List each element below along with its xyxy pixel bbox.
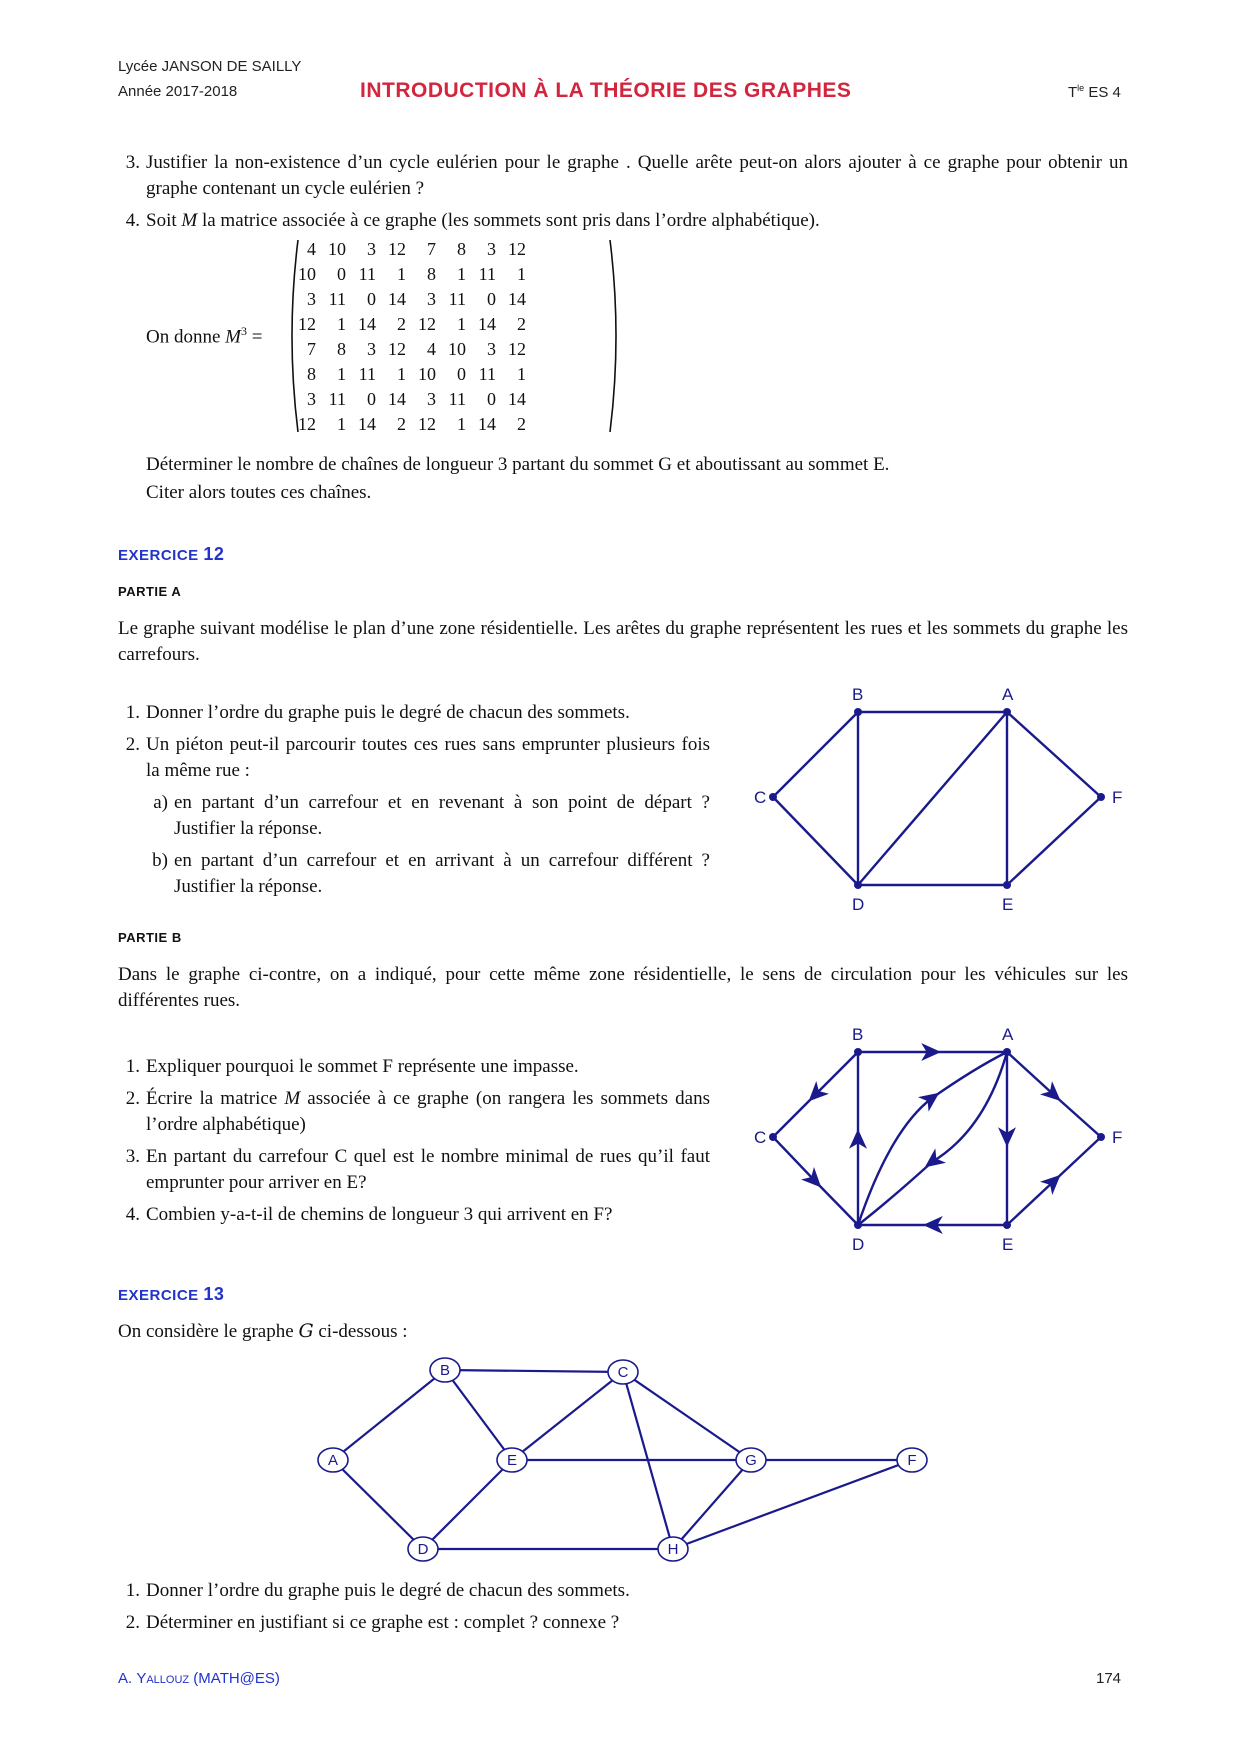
label-d: D bbox=[852, 895, 865, 914]
class-label: $T^{le}$ ES 4 bbox=[1068, 83, 1121, 101]
label-c: C bbox=[754, 1128, 767, 1147]
label-a: A bbox=[1002, 1025, 1014, 1044]
matrix-label: On donne $M^3$ = bbox=[146, 324, 263, 348]
matrix-cell: 2 bbox=[517, 414, 526, 434]
matrix-row bbox=[292, 387, 532, 412]
matrix-row bbox=[292, 412, 532, 437]
edge-b-c bbox=[445, 1370, 623, 1372]
part-b-intro: Dans le graphe ci-contre, on a indiqué, pour cette même zone résidentielle, le sens de circulation pour les véhicules sur les différentes rues. bbox=[118, 964, 1128, 1011]
matrix-m3 bbox=[292, 237, 532, 437]
matrix-cell: 0 bbox=[367, 389, 376, 409]
edge-f-e bbox=[1007, 797, 1101, 885]
edge-c-g bbox=[623, 1372, 751, 1460]
matrix-row bbox=[292, 237, 532, 262]
label-b: B bbox=[852, 1025, 864, 1044]
matrix-cell: 1 bbox=[337, 314, 346, 334]
matrix-row bbox=[292, 262, 532, 287]
graph-part-b bbox=[740, 1020, 1140, 1260]
edge-d-a bbox=[858, 712, 1007, 885]
label-f: F bbox=[907, 1452, 917, 1469]
matrix-right-paren bbox=[604, 236, 624, 436]
vertex-d bbox=[854, 881, 862, 889]
matrix-cell: 11 bbox=[448, 289, 466, 309]
label-d: D bbox=[852, 1235, 865, 1254]
matrix-question-line1: Déterminer le nombre de chaînes de longueur 3 partant du sommet G et aboutissant au sommet E. bbox=[146, 454, 890, 475]
matrix-cell: 3 bbox=[307, 389, 316, 409]
matrix-cell: 1 bbox=[337, 414, 346, 434]
matrix-cell: 8 bbox=[307, 364, 316, 384]
matrix-row bbox=[292, 312, 532, 337]
matrix-cell: 0 bbox=[457, 364, 466, 384]
arc-b-c bbox=[773, 1052, 858, 1137]
matrix-cell: 12 bbox=[418, 414, 436, 434]
page-number: 174 bbox=[1096, 1670, 1122, 1687]
matrix-cell: 7 bbox=[307, 339, 316, 359]
matrix-cell: 14 bbox=[478, 314, 496, 334]
matrix-cell: 12 bbox=[388, 339, 406, 359]
matrix-cell: 11 bbox=[328, 289, 346, 309]
label-b: B bbox=[852, 685, 864, 704]
matrix-cell: 10 bbox=[418, 364, 436, 384]
arc-a-f bbox=[1007, 1052, 1101, 1137]
vertex-b bbox=[854, 708, 862, 716]
label-e: E bbox=[506, 1452, 518, 1469]
matrix-cell: 1 bbox=[517, 264, 526, 284]
matrix-cell: 3 bbox=[307, 289, 316, 309]
matrix-cell: 14 bbox=[388, 289, 406, 309]
matrix-cell: 14 bbox=[358, 314, 376, 334]
matrix-cell: 3 bbox=[487, 339, 496, 359]
part-a-questions: 1. Donner l’ordre du graphe puis le degré de chacun des sommets. 2. Un piéton peut-il parcourir toutes ces rues sans emprunter plusieurs fois la même rue : a) en partant d’un carrefour et en revenant à son point de départ ? Justifier la réponse. b) en partant d’un carrefour et en arrivant à un carrefour différent ? Justifier la réponse. bbox=[125, 702, 710, 897]
vertex-a bbox=[1003, 708, 1011, 716]
label-b: B bbox=[439, 1362, 451, 1379]
exercise-13-heading: EXERCICE 13 bbox=[118, 1284, 225, 1304]
matrix-cell: 14 bbox=[358, 414, 376, 434]
matrix-cell: 1 bbox=[457, 264, 466, 284]
question-4: 4. Soit M la matrice associée à ce graphe (les sommets sont pris dans l’ordre alphabétique). bbox=[125, 210, 820, 231]
matrix-cell: 10 bbox=[448, 339, 466, 359]
matrix-cell: 3 bbox=[367, 339, 376, 359]
label-d: D bbox=[417, 1541, 429, 1558]
page-title: INTRODUCTION À LA THÉORIE DES GRAPHES bbox=[360, 79, 852, 102]
matrix-cell: 11 bbox=[358, 264, 376, 284]
matrix-cell: 8 bbox=[427, 264, 436, 284]
exercise-12-heading: EXERCICE 12 bbox=[118, 544, 225, 564]
matrix-cell: 10 bbox=[298, 264, 316, 284]
label-c: C bbox=[754, 788, 767, 807]
matrix-cell: 12 bbox=[508, 339, 526, 359]
exercise-13-intro: On considère le graphe G ci-dessous : bbox=[118, 1320, 408, 1342]
part-b-questions: 1. Expliquer pourquoi le sommet F représente une impasse. 2. Écrire la matrice M associée à ce graphe (on rangera les sommets dans l’ordre alphabétique) 3. En partant du carrefour C quel est le nombre minimal de rues qu’il faut emprunter pour arriver en E? 4. Combien y-a-t-il de chemins de longueur 3 qui arrivent en F? bbox=[125, 1056, 710, 1225]
graph-part-a bbox=[740, 680, 1140, 920]
matrix-cell: 11 bbox=[328, 389, 346, 409]
matrix-cell: 11 bbox=[358, 364, 376, 384]
matrix-cell: 12 bbox=[508, 239, 526, 259]
matrix-cell: 0 bbox=[487, 389, 496, 409]
school-year: Année 2017-2018 bbox=[118, 83, 238, 100]
matrix-row bbox=[292, 287, 532, 312]
matrix-cell: 0 bbox=[337, 264, 346, 284]
arc-c-d bbox=[773, 1137, 858, 1225]
arc-a-d bbox=[858, 1052, 1007, 1225]
vertex-d bbox=[854, 1221, 862, 1229]
matrix-cell: 4 bbox=[427, 339, 436, 359]
edge-a-d bbox=[333, 1460, 423, 1549]
arc-d-a bbox=[858, 1052, 1007, 1225]
label-f: F bbox=[1112, 788, 1123, 807]
matrix-cell: 4 bbox=[307, 239, 316, 259]
matrix-question-line2: Citer alors toutes ces chaînes. bbox=[146, 482, 372, 503]
matrix-cell: 2 bbox=[397, 414, 406, 434]
matrix-cell: 1 bbox=[397, 264, 406, 284]
exercise-13-questions: 1. Donner l’ordre du graphe puis le degré de chacun des sommets. 2. Déterminer en justifiant si ce graphe est : complet ? connexe ? bbox=[125, 1580, 630, 1633]
matrix-cell: 2 bbox=[397, 314, 406, 334]
matrix-cell: 1 bbox=[457, 314, 466, 334]
matrix-cell: 14 bbox=[388, 389, 406, 409]
label-c: C bbox=[617, 1364, 629, 1381]
matrix-cell: 12 bbox=[298, 314, 316, 334]
matrix-cell: 0 bbox=[367, 289, 376, 309]
question-3: 3. Justifier la non-existence d’un cycle eulérien pour le graphe . Quelle arête peut-on alors ajouter à ce graphe pour obtenir un graphe contenant un cycle eulérien ? bbox=[125, 152, 1128, 199]
part-b-heading: PARTIE B bbox=[118, 930, 182, 945]
label-a: A bbox=[327, 1452, 339, 1469]
matrix-cell: 14 bbox=[478, 414, 496, 434]
vertex-c bbox=[769, 793, 777, 801]
vertex-c bbox=[769, 1133, 777, 1141]
vertex-f bbox=[1097, 793, 1105, 801]
vertex-e bbox=[1003, 1221, 1011, 1229]
vertex-e bbox=[1003, 881, 1011, 889]
matrix-cell: 12 bbox=[388, 239, 406, 259]
matrix-cell: 3 bbox=[427, 289, 436, 309]
matrix-cell: 8 bbox=[337, 339, 346, 359]
edge-e-d bbox=[423, 1460, 512, 1549]
matrix-cell: 8 bbox=[457, 239, 466, 259]
matrix-cell: 12 bbox=[418, 314, 436, 334]
footer-author: A. Yallouz (MATH@ES) bbox=[118, 1670, 280, 1687]
school-name: Lycée JANSON DE SAILLY bbox=[118, 58, 302, 75]
part-a-intro: Le graphe suivant modélise le plan d’une zone résidentielle. Les arêtes du graphe représentent les rues et les sommets du graphe les carrefours. bbox=[118, 618, 1128, 665]
matrix-cell: 3 bbox=[367, 239, 376, 259]
matrix-cell: 11 bbox=[448, 389, 466, 409]
edge-h-f bbox=[673, 1460, 912, 1549]
matrix-cell: 1 bbox=[517, 364, 526, 384]
matrix-cell: 14 bbox=[508, 289, 526, 309]
label-e: E bbox=[1002, 1235, 1014, 1254]
matrix-cell: 2 bbox=[517, 314, 526, 334]
matrix-cell: 12 bbox=[298, 414, 316, 434]
edge-d-c bbox=[773, 797, 858, 885]
arc-e-f bbox=[1007, 1137, 1101, 1225]
matrix-cell: 1 bbox=[397, 364, 406, 384]
label-e: E bbox=[1002, 895, 1014, 914]
matrix-cell: 7 bbox=[427, 239, 436, 259]
edge-b-e bbox=[445, 1370, 512, 1460]
part-a-heading: PARTIE A bbox=[118, 584, 182, 599]
label-g: G bbox=[745, 1452, 757, 1469]
matrix-cell: 11 bbox=[478, 264, 496, 284]
matrix-cell: 14 bbox=[508, 389, 526, 409]
matrix-cell: 11 bbox=[478, 364, 496, 384]
matrix-row bbox=[292, 337, 532, 362]
edge-c-e bbox=[512, 1372, 623, 1460]
matrix-cell: 10 bbox=[328, 239, 346, 259]
label-a: A bbox=[1002, 685, 1014, 704]
vertex-a bbox=[1003, 1048, 1011, 1056]
matrix-cell: 3 bbox=[427, 389, 436, 409]
matrix-row bbox=[292, 362, 532, 387]
vertex-f bbox=[1097, 1133, 1105, 1141]
edge-a-f bbox=[1007, 712, 1101, 797]
edge-a-b bbox=[333, 1370, 445, 1460]
matrix-cell: 1 bbox=[457, 414, 466, 434]
label-f: F bbox=[1112, 1128, 1123, 1147]
vertex-b bbox=[854, 1048, 862, 1056]
graph-exercise-13 bbox=[300, 1350, 960, 1570]
label-h: H bbox=[667, 1541, 679, 1558]
matrix-cell: 3 bbox=[487, 239, 496, 259]
edge-c-b bbox=[773, 712, 858, 797]
matrix-cell: 0 bbox=[487, 289, 496, 309]
matrix-cell: 1 bbox=[337, 364, 346, 384]
